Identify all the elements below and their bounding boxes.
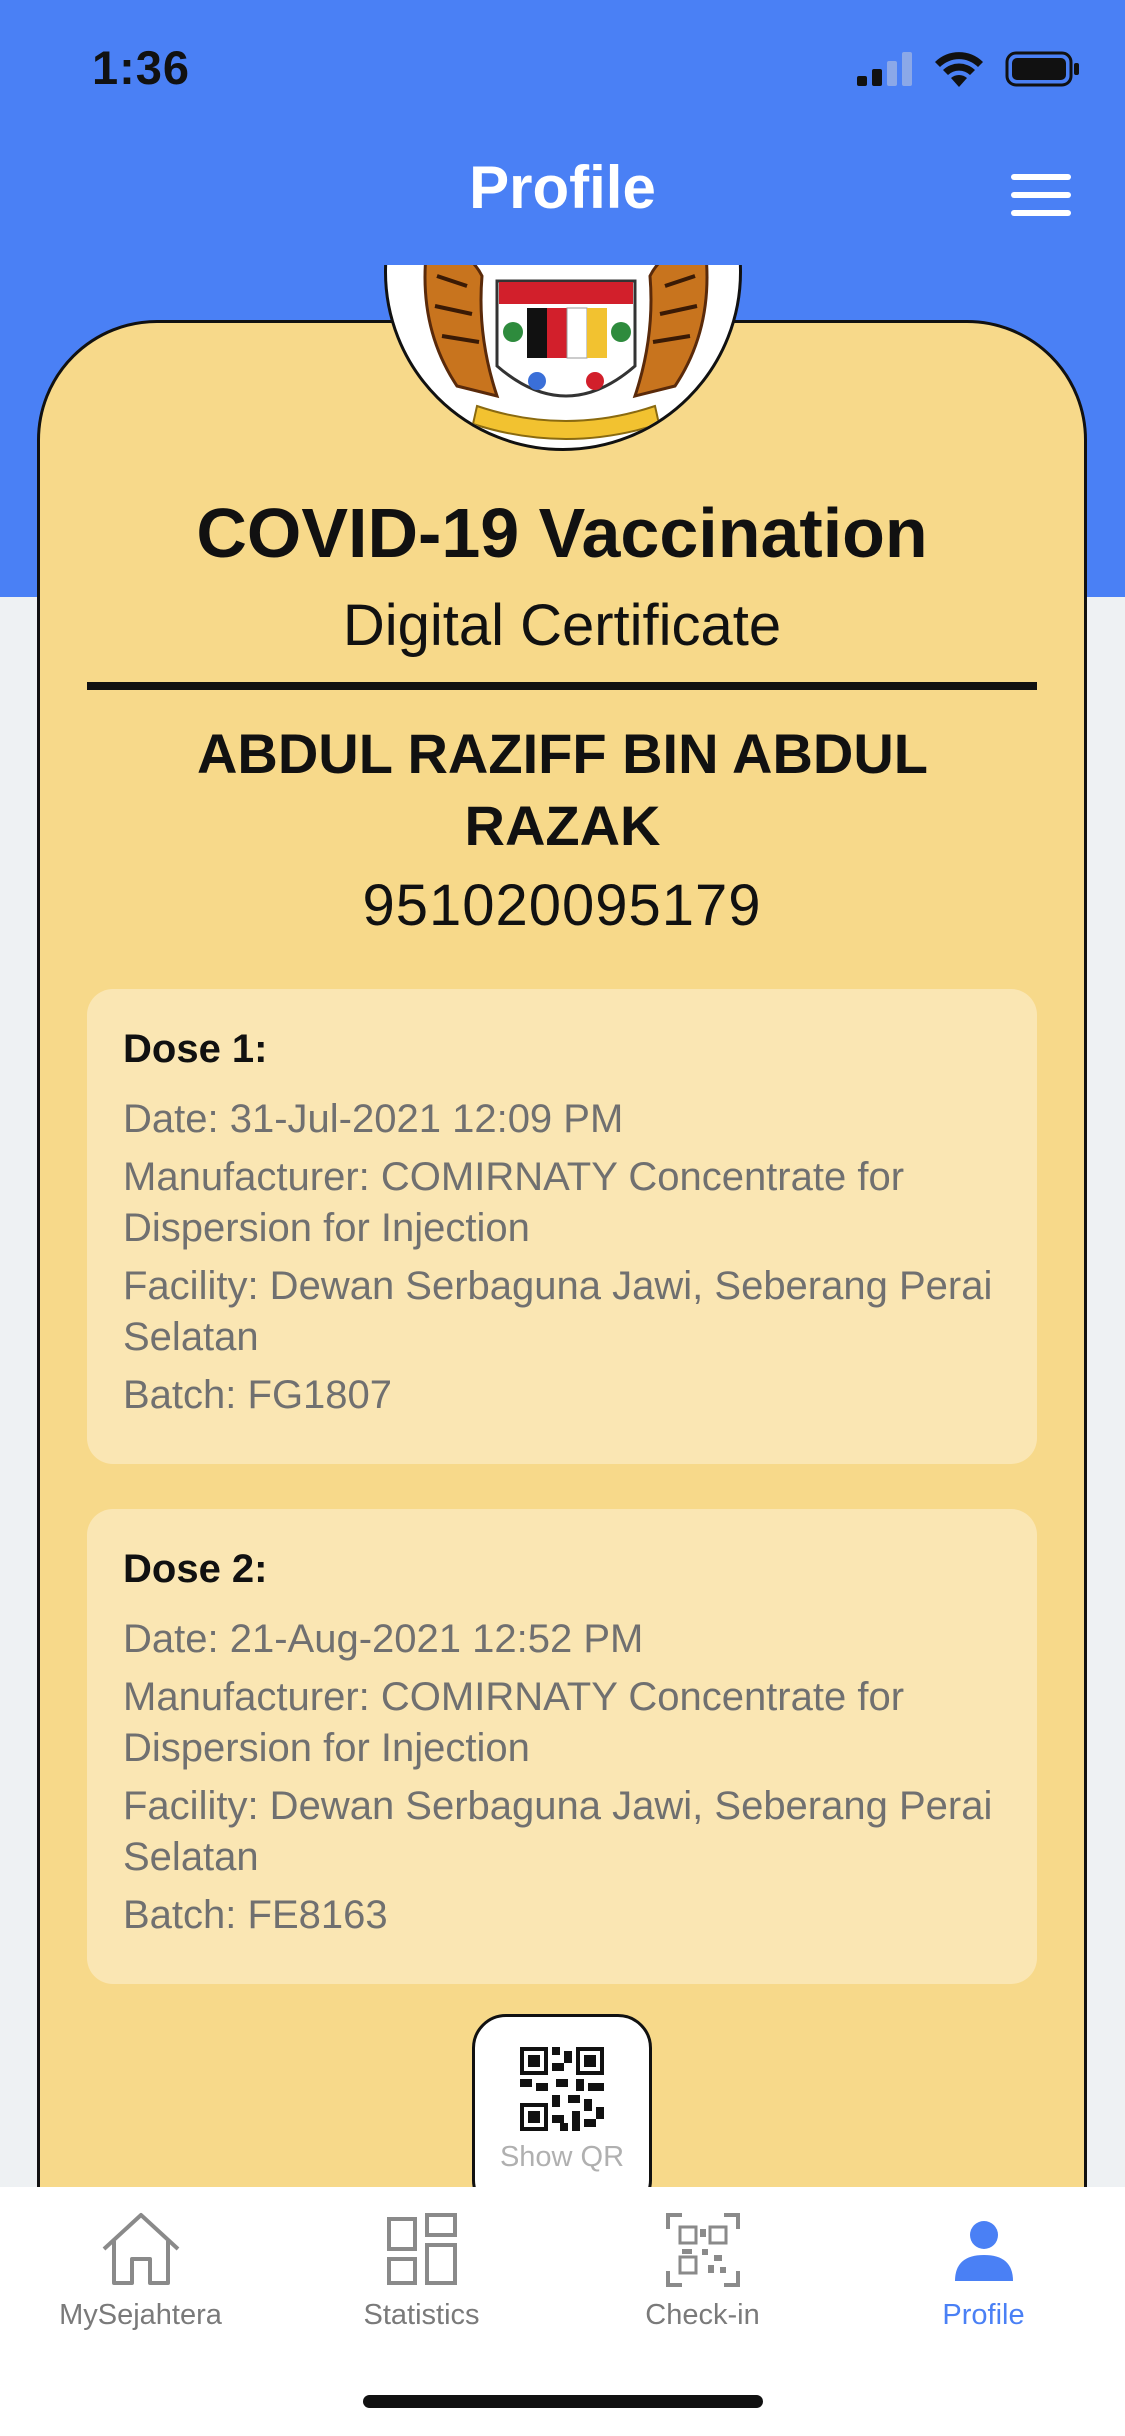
page-title: Profile xyxy=(469,154,656,221)
holder-id-number: 951020095179 xyxy=(362,873,762,938)
home-indicator[interactable] xyxy=(363,2395,763,2408)
tab-statistics[interactable] xyxy=(281,2205,562,2355)
show-qr-button[interactable] xyxy=(472,2014,652,2214)
wifi-icon xyxy=(935,51,983,87)
dose-date: Date: 31-Jul-2021 12:09 PM xyxy=(123,1097,624,1141)
menu-button[interactable] xyxy=(1011,174,1071,216)
qr-code-icon xyxy=(520,2047,604,2131)
tab-label: MySejahtera xyxy=(59,2299,222,2331)
tab-mysejahtera[interactable] xyxy=(0,2205,281,2355)
person-icon xyxy=(939,2205,1029,2295)
grid-icon xyxy=(377,2205,467,2295)
tab-check-in[interactable] xyxy=(562,2205,843,2355)
dose-manufacturer: Manufacturer: COMIRNATY Concentrate for Dispersion for Injection xyxy=(123,1155,905,1250)
coat-of-arms-emblem xyxy=(384,265,742,455)
menu-icon xyxy=(1011,174,1071,180)
certificate-subtitle: Digital Certificate xyxy=(342,593,782,658)
battery-icon xyxy=(1005,51,1081,87)
dose-batch: Batch: FG1807 xyxy=(123,1373,393,1417)
certificate-title: COVID-19 Vaccination xyxy=(196,494,928,572)
dose-heading: Dose 1: xyxy=(123,1027,268,1071)
dose-manufacturer: Manufacturer: COMIRNATY Concentrate for Dispersion for Injection xyxy=(123,1675,905,1770)
dose-date: Date: 21-Aug-2021 12:52 PM xyxy=(123,1617,644,1661)
tab-profile[interactable] xyxy=(843,2205,1124,2355)
dose-card xyxy=(87,1509,1037,1984)
divider xyxy=(87,682,1037,690)
dose-facility: Facility: Dewan Serbaguna Jawi, Seberang Perai Selatan xyxy=(123,1264,993,1359)
tab-label: Profile xyxy=(942,2299,1025,2331)
signal-icon xyxy=(857,52,913,86)
show-qr-label: Show QR xyxy=(499,2141,625,2173)
dose-heading: Dose 2: xyxy=(123,1547,268,1591)
status-time: 1:36 xyxy=(92,41,191,94)
home-icon xyxy=(96,2205,186,2295)
tab-label: Statistics xyxy=(363,2299,480,2331)
dose-card xyxy=(87,989,1037,1464)
coat-of-arms-icon xyxy=(387,265,742,451)
status-icons xyxy=(857,46,1081,92)
qr-scan-icon xyxy=(658,2205,748,2295)
holder-name: ABDUL RAZIFF BIN ABDUL RAZAK xyxy=(196,722,929,857)
tab-label: Check-in xyxy=(645,2299,760,2331)
dose-batch: Batch: FE8163 xyxy=(123,1893,388,1937)
dose-facility: Facility: Dewan Serbaguna Jawi, Seberang Perai Selatan xyxy=(123,1784,993,1879)
